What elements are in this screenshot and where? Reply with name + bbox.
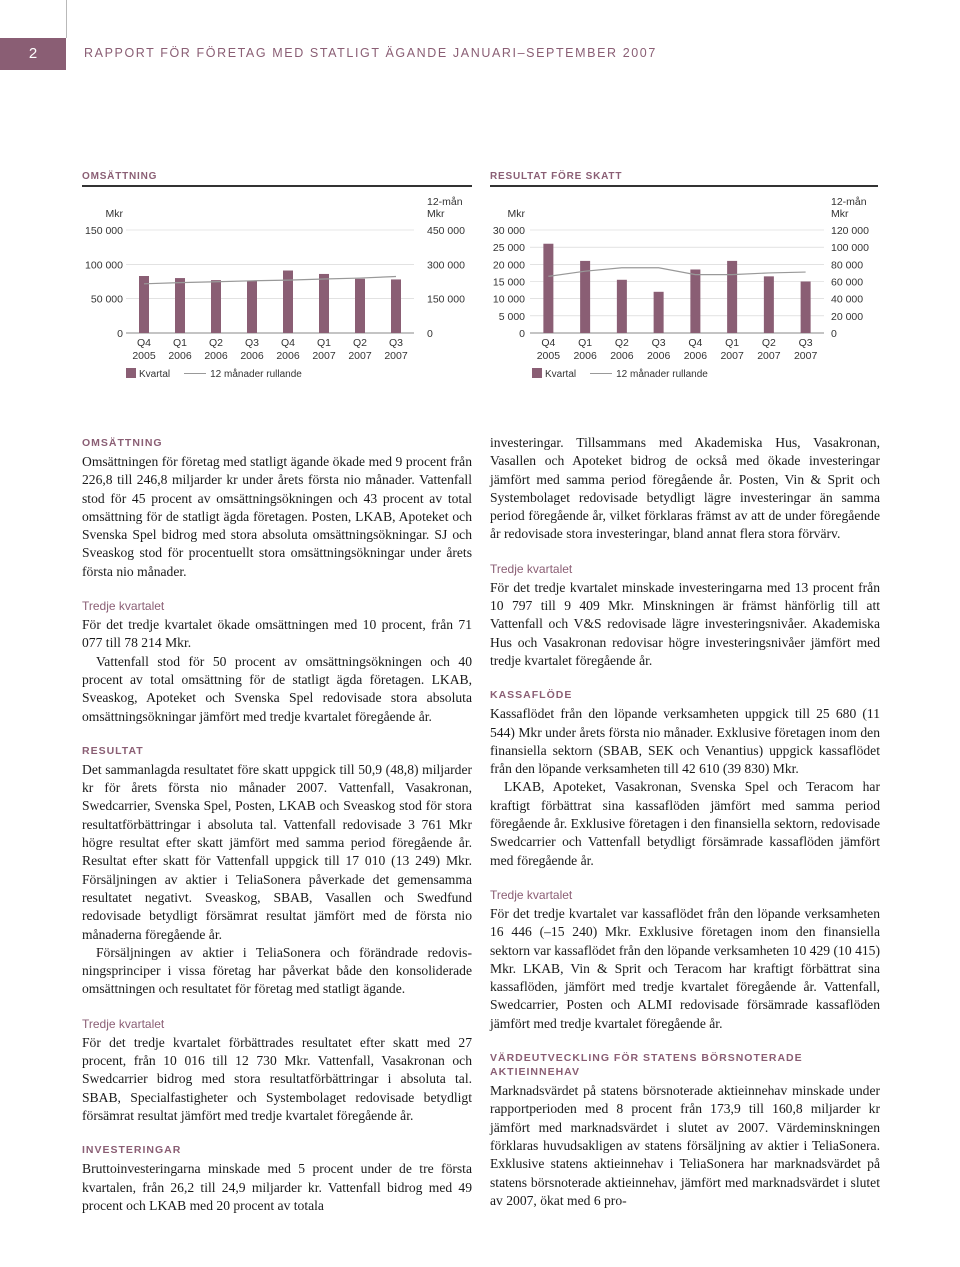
right-tick-label: 0 (831, 328, 837, 340)
right-axis-title-1: 12-mån (831, 196, 867, 208)
x-tick-year: 2006 (610, 350, 634, 362)
left-tick-label: 100 000 (85, 259, 123, 272)
x-tick-year: 2006 (240, 350, 264, 362)
legend-bar-label: Kvartal (139, 369, 171, 380)
x-tick-quarter: Q2 (761, 337, 776, 349)
paragraph: Vattenfall stod för 50 procent av omsättningsökningen och 40 procent av total omsättning för de statligt ägda företagen. LKAB, Sveaskog, Apoteket och Svenska Spel redovisade stora absoluta omsättningsökningar jämfört med tredje kvartalet föregående år. (82, 653, 472, 724)
x-tick-year: 2006 (168, 350, 192, 362)
paragraph: För det tredje kvartalet förbättrades resultatet efter skatt med 27 procent, från 10 016 till 12 730 Mkr. Vattenfall, Vasakronan och Swedcarrier bidrog med stora resultatförbättringar i absoluta tal. SBAB, Specialfastigheter och Systembolaget redovisade betydligt försämrat resultat jämfört med tredje kvartalet föregående år. (82, 1034, 472, 1123)
bar (175, 278, 185, 333)
bar (617, 280, 627, 333)
left-tick-label: 25 000 (492, 242, 525, 255)
x-tick-year: 2006 (204, 350, 228, 362)
bar (543, 244, 553, 333)
left-tick-label: 5 000 (498, 310, 525, 323)
text-column-left (82, 430, 472, 1215)
x-tick-year: 2007 (348, 350, 372, 362)
legend-line-label: 12 månader rullande (210, 369, 302, 380)
x-tick-year: 2005 (536, 350, 561, 362)
left-tick-label: 0 (519, 328, 525, 340)
text-column-right (490, 434, 880, 1210)
section-heading-investeringar: INVESTERINGAR (82, 1144, 182, 1157)
x-tick-quarter: Q2 (352, 337, 368, 349)
header-divider (66, 0, 67, 38)
right-tick-label: 60 000 (831, 276, 864, 289)
right-tick-label: 0 (427, 328, 433, 340)
right-tick-label: 100 000 (831, 242, 869, 255)
legend-bar-swatch (532, 368, 542, 378)
subheading-tredje-kvartalet: Tredje kvartalet (82, 1016, 165, 1031)
bar (211, 280, 221, 333)
x-tick-year: 2007 (757, 350, 781, 362)
section-heading-resultat: RESULTAT (82, 744, 144, 757)
x-tick-quarter: Q3 (244, 337, 260, 349)
bar (727, 261, 737, 333)
paragraph: investeringar. Tillsammans med Akademiska Hus, Vasakronan, Vasallen och Apoteket bidrog de också med ökade investeringar jämfört med samma period föregående år. Posten, Vin & Sprit och Systembolaget redovisade betydligt lägre investeringar än samma period föregående år, vilket förklaras främst av att de under föregående år redovisade stora investeringar, bland annat flera stora förvärv. (490, 435, 880, 542)
right-tick-label: 150 000 (427, 293, 465, 306)
left-axis-title: Mkr (105, 208, 123, 220)
legend-bar-swatch (126, 368, 136, 378)
chart-plot (490, 166, 880, 366)
x-tick-quarter: Q4 (541, 337, 556, 349)
chart-resultat-fore-skatt (490, 166, 880, 386)
bar (801, 282, 811, 334)
bar (690, 269, 700, 333)
chart-title: RESULTAT FÖRE SKATT (490, 171, 623, 182)
x-tick-quarter: Q3 (388, 337, 404, 349)
x-tick-quarter: Q3 (798, 337, 813, 349)
right-tick-label: 450 000 (427, 225, 465, 237)
x-tick-quarter: Q2 (614, 337, 629, 349)
legend-line-label: 12 månader rullande (616, 369, 708, 380)
x-tick-quarter: Q1 (172, 337, 188, 349)
x-tick-quarter: Q1 (725, 337, 740, 349)
paragraph: Omsättningen för företag med statligt ägande ökade med 9 procent från 226,8 till 246,8 miljarder kr under årets första nio månader. Vattenfall stod för 45 procent av omsättningsökningen och 43 procent av total omsättning för de statligt ägda företagen. Posten, LKAB, Apoteket och Svenska Spel bidrog med stora absoluta omsättningsökningar. SJ och Sveaskog stod för procentuellt stora omsättningsökningar under årets första nio månader. (82, 454, 472, 579)
left-tick-label: 10 000 (492, 293, 525, 306)
right-tick-label: 120 000 (831, 225, 869, 237)
subheading-tredje-kvartalet: Tredje kvartalet (490, 561, 573, 576)
bar (139, 276, 149, 333)
right-tick-label: 40 000 (831, 293, 864, 306)
chart-plot (82, 166, 472, 366)
x-tick-quarter: Q4 (280, 337, 296, 349)
x-tick-quarter: Q4 (688, 337, 703, 349)
bar (654, 292, 664, 333)
x-tick-year: 2006 (683, 350, 708, 362)
left-tick-label: 0 (117, 328, 123, 340)
x-tick-quarter: Q1 (578, 337, 593, 349)
chart-title: OMSÄTTNING (82, 171, 158, 182)
paragraph: Bruttoinvesteringarna minskade med 5 procent under de tre första kvartalen, från 26,2 till 24,9 miljarder kr. Vattenfall bidrog med 49 procent och LKAB med 20 procent av totala (82, 1161, 472, 1213)
left-tick-label: 15 000 (492, 276, 525, 289)
chart-omsattning (82, 166, 472, 386)
paragraph: För det tredje kvartalet minskade investeringarna med 13 procent från 10 797 till 9 409 Mkr. Minskningen är främst hänförlig till att Vattenfall och V&S redovisade lägre investeringsnivåer. Akademiska Hus och Vasakronan redovisar högre investeringsnivåer jämfört med tredje kvartalet föregående år. (490, 579, 880, 668)
x-tick-year: 2005 (132, 350, 156, 362)
right-axis-title-2: Mkr (427, 208, 445, 220)
legend-bar-label: Kvartal (545, 369, 577, 380)
paragraph: LKAB, Apoteket, Vasakronan, Svenska Spel och Teracom har kraftigt förbättrat sina kassaflöden jämfört med samma period föregående år. Exklusive företagen i den finansiella sektorn, redovisade Swedcarrier och Vattenfall betydligt försämrade kassaflöden jämfört med föregående år. (490, 779, 880, 868)
left-tick-label: 30 000 (492, 225, 525, 237)
legend-line-swatch (590, 373, 612, 374)
page-number: 2 (28, 45, 38, 62)
paragraph: Marknadsvärdet på statens börsnoterade aktieinnehav minskade under rapportperioden med 8 procent från 173,9 till 160,8 miljarder kr jämfört med marknadsvärdet i slutet av 2007. Värdeminskningen förklaras huvudsakligen av statens försäljning av aktier i TeliaSonera. Exklusive statens aktieinnehav i TeliaSonera har marknadsvärdet på statens börsnoterade aktieinnehav, jämfört med marknadsvärdet i slutet av 2007, ökat med 6 pro- (490, 1083, 880, 1208)
x-tick-year: 2006 (276, 350, 300, 362)
chart-legend (532, 368, 708, 380)
paragraph: Kassaflödet från den löpande verksamheten uppgick till 25 680 (11 544) Mkr under årets första nio månader. Exklusive företagen inom den finansiella sektorn (SBAB, SEK och Venantius) uppgick kassaflödet från den löpande verksamheten till 42 610 (39 830) Mkr. (490, 706, 880, 777)
x-tick-year: 2006 (573, 350, 597, 362)
x-tick-quarter: Q1 (316, 337, 332, 349)
left-tick-label: 20 000 (492, 259, 525, 272)
bar (247, 281, 257, 333)
left-axis-title: Mkr (507, 208, 525, 220)
paragraph: Det sammanlagda resultatet före skatt uppgick till 50,9 (48,8) miljarder kr för årets första nio månader 2007. Vattenfall, Vasakronan, Swedcarrier, Svenska Spel, Posten, LKAB och Sveaskog stod för stora resultatförbättringar i absoluta tal. Vattenfall redovisade 3 761 Mkr högre resultat efter skatt jämfört med samma period föregående år. Resultat efter skatt för Vattenfall uppgick till 17 010 (13 249) Mkr. Försäljningen av aktier i TeliaSonera påverkade det gemensamma resultatet negativt. Sveaskog, SBAB, Vasallen och Swedfund redovisade betydligt försämrat resultat jämfört med de första nio månaderna föregående år. (82, 761, 472, 942)
subheading-tredje-kvartalet: Tredje kvartalet (82, 599, 165, 614)
section-heading-kassaflode: KASSAFLÖDE (490, 689, 573, 702)
right-tick-label: 20 000 (831, 310, 864, 323)
paragraph: Försäljningen av aktier i TeliaSonera och förändrade redovisningsprinciper i vissa företag har påverkat både den konsoliderade omsättningen och resultatet för företag med statligt ägande. (82, 944, 472, 997)
bar (355, 279, 365, 333)
paragraph: För det tredje kvartalet var kassaflödet från den löpande verksamheten 16 446 (–15 240) Mkr. Exklusive företagen inom den finansiella sektorn var kassaflödet från den löpande verksamheten 10 429 (10 415) Mkr. LKAB, Vin & Sprit och Teracom har kraftigt förbättrat sina kassaflöden, jämfört med tredje kvartalet föregående år. Vattenfall, Swedcarrier, Posten och ALMI redovisade försämrade kassaflöden jämfört med tredje kvartalet föregående år. (490, 905, 880, 1031)
bar (764, 276, 774, 333)
left-tick-label: 150 000 (85, 225, 123, 237)
right-axis-title-1: 12-mån (427, 196, 463, 208)
x-tick-quarter: Q2 (208, 337, 224, 349)
page-title: RAPPORT FÖR FÖRETAG MED STATLIGT ÄGANDE JANUARI–SEPTEMBER 2007 (84, 46, 657, 60)
paragraph: För det tredje kvartalet ökade omsättningen med 10 procent, från 71 077 till 78 214 Mkr. (82, 617, 472, 651)
bar (319, 274, 329, 333)
x-tick-quarter: Q3 (651, 337, 666, 349)
chart-legend (126, 368, 302, 380)
section-heading-vardeutveckling: VÄRDEUTVECKLING FÖR STATENS BÖRSNOTERADE AKTIEINNEHAV (490, 1052, 803, 1079)
right-axis-title-2: Mkr (831, 208, 849, 220)
x-tick-year: 2006 (646, 350, 671, 362)
right-tick-label: 300 000 (427, 259, 465, 272)
left-tick-label: 50 000 (90, 293, 123, 306)
section-heading-omsattning: OMSÄTTNING (82, 437, 163, 449)
x-tick-year: 2007 (384, 350, 408, 362)
right-tick-label: 80 000 (831, 259, 864, 272)
x-tick-year: 2007 (720, 350, 744, 362)
subheading-tredje-kvartalet: Tredje kvartalet (490, 887, 573, 902)
x-tick-year: 2007 (312, 350, 336, 362)
x-tick-year: 2007 (793, 350, 818, 362)
legend-line-swatch (184, 373, 206, 374)
x-tick-quarter: Q4 (136, 337, 152, 349)
bar (391, 279, 401, 333)
